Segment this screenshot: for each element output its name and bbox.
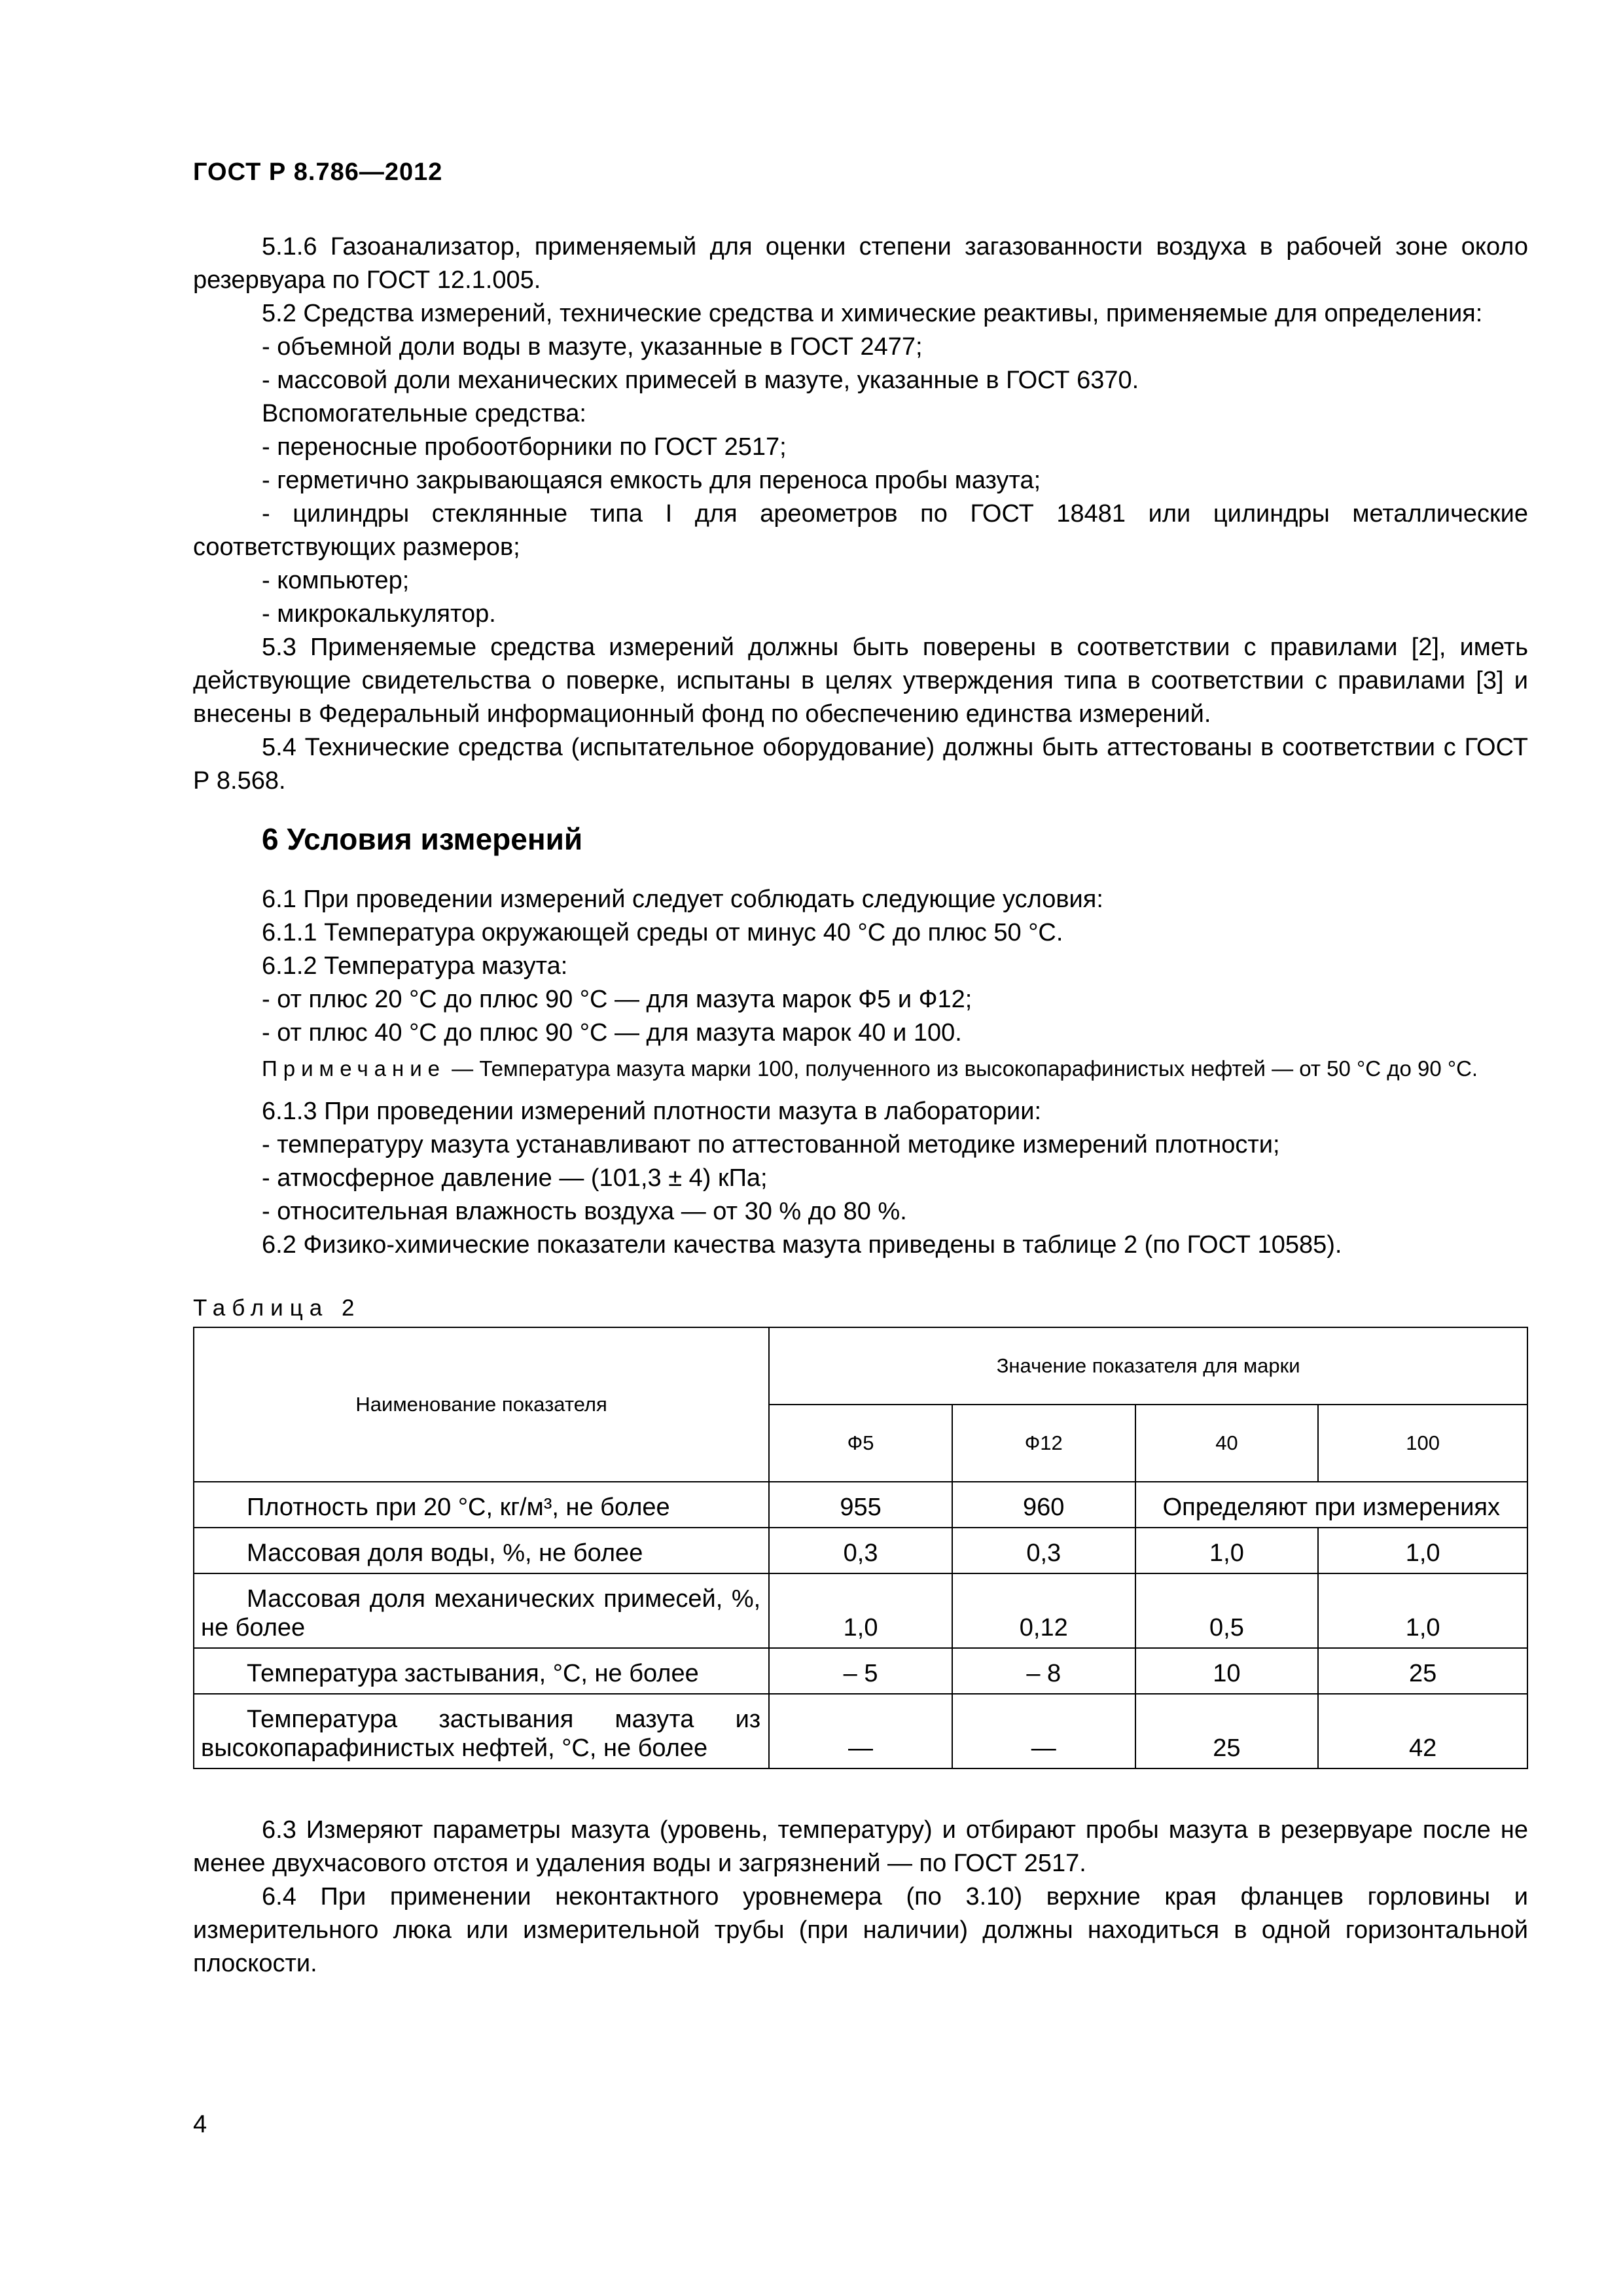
note (193, 1054, 1528, 1083)
note-label: Примечание (262, 1056, 446, 1081)
cell: – 5 (769, 1648, 952, 1694)
paragraph: Вспомогательные средства: (262, 400, 586, 427)
cell: 1,0 (1135, 1528, 1319, 1573)
list-item: - массовой доли механических примесей в мазуте, указанные в ГОСТ 6370. (262, 367, 1139, 394)
section-heading: 6 Условия измерений (262, 822, 583, 856)
list-item: - компьютер; (262, 567, 410, 594)
cell: — (769, 1694, 952, 1768)
paragraph: 6.1.2 Температура мазута: (262, 952, 568, 980)
cell: 25 (1318, 1648, 1527, 1694)
list-item: - герметично закрывающаяся емкость для переноса пробы мазута; (262, 467, 1041, 494)
list-item: - цилиндры стеклянные типа I для ареометров по ГОСТ 18481 или цилиндры металлические соответствующих размеров; (193, 500, 1528, 561)
list-item: - переносные пробоотборники по ГОСТ 2517; (262, 433, 787, 461)
paragraph: 6.1 При проведении измерений следует соблюдать следующие условия: (262, 886, 1103, 913)
cell: 955 (769, 1482, 952, 1528)
column-header-name: Наименование показателя (194, 1327, 769, 1482)
paragraph: 5.4 Технические средства (испытательное оборудование) должны быть аттестованы в соответствии с ГОСТ Р 8.568. (193, 734, 1528, 795)
list-item: - микрокалькулятор. (262, 600, 496, 628)
table-row (194, 1573, 1527, 1648)
page-number: 4 (193, 2111, 207, 2138)
cell: 0,3 (952, 1528, 1135, 1573)
table-row (194, 1694, 1527, 1768)
cell-merged: Определяют при измерениях (1135, 1482, 1527, 1528)
paragraph: 5.1.6 Газоанализатор, применяемый для оценки степени загазованности воздуха в рабочей зоне около резервуара по ГОСТ 12.1.005. (193, 233, 1528, 294)
table-row (194, 1482, 1527, 1528)
table-header-row (194, 1327, 1527, 1405)
column-header-mark: Ф12 (952, 1405, 1135, 1482)
cell: — (952, 1694, 1135, 1768)
table-row (194, 1648, 1527, 1694)
column-header-mark: 100 (1318, 1405, 1527, 1482)
properties-table (193, 1327, 1528, 1769)
row-name: Температура застывания мазута из высокопарафинистых нефтей, °С, не более (194, 1694, 769, 1768)
cell: – 8 (952, 1648, 1135, 1694)
list-item: - объемной доли воды в мазуте, указанные в ГОСТ 2477; (262, 333, 923, 361)
paragraph: 5.3 Применяемые средства измерений должны быть поверены в соответствии с правилами [2], иметь действующие свидетельства о поверке, испытаны в целях утверждения типа в соответствии с правилами [3] и внесены в Федеральный информационный фонд по обеспечению единства измерений. (193, 634, 1528, 728)
note-text: — Температура мазута марки 100, полученного из высокопарафинистых нефтей — от 50 °С до 90 °С. (446, 1056, 1478, 1081)
cell: 0,5 (1135, 1573, 1319, 1648)
cell: 1,0 (1318, 1573, 1527, 1648)
list-item: - относительная влажность воздуха — от 30 % до 80 %. (262, 1198, 907, 1225)
column-header-group: Значение показателя для марки (769, 1327, 1527, 1405)
paragraph: 6.4 При применении неконтактного уровнемера (по 3.10) верхние края фланцев горловины и измерительного люка или измерительной трубы (при наличии) должны находиться в одной горизонтальной плоскости. (193, 1883, 1528, 1977)
cell: 0,3 (769, 1528, 952, 1573)
column-header-mark: 40 (1135, 1405, 1319, 1482)
list-item: - от плюс 40 °С до плюс 90 °С — для мазута марок 40 и 100. (262, 1019, 962, 1047)
cell: 42 (1318, 1694, 1527, 1768)
cell: 960 (952, 1482, 1135, 1528)
paragraph: 6.2 Физико-химические показатели качества мазута приведены в таблице 2 (по ГОСТ 10585). (262, 1231, 1342, 1259)
row-name: Температура застывания, °С, не более (194, 1648, 769, 1694)
running-header: ГОСТ Р 8.786—2012 (193, 158, 443, 186)
list-item: - температуру мазута устанавливают по аттестованной методике измерений плотности; (262, 1131, 1280, 1158)
cell: 1,0 (769, 1573, 952, 1648)
row-name: Массовая доля воды, %, не более (194, 1528, 769, 1573)
page-content (193, 230, 1528, 1981)
column-header-mark: Ф5 (769, 1405, 952, 1482)
paragraph: 6.1.3 При проведении измерений плотности мазута в лаборатории: (262, 1098, 1042, 1125)
cell: 0,12 (952, 1573, 1135, 1648)
table-row (194, 1528, 1527, 1573)
paragraph: 5.2 Средства измерений, технические средства и химические реактивы, применяемые для определения: (262, 300, 1483, 327)
cell: 1,0 (1318, 1528, 1527, 1573)
paragraph: 6.3 Измеряют параметры мазута (уровень, температуру) и отбирают пробы мазута в резервуаре после не менее двухчасового отстоя и удаления воды и загрязнений — по ГОСТ 2517. (193, 1816, 1528, 1877)
cell: 10 (1135, 1648, 1319, 1694)
list-item: - от плюс 20 °С до плюс 90 °С — для мазута марок Ф5 и Ф12; (262, 986, 972, 1013)
table-caption: Таблица 2 (193, 1295, 361, 1321)
cell: 25 (1135, 1694, 1319, 1768)
row-name: Плотность при 20 °С, кг/м³, не более (194, 1482, 769, 1528)
list-item: - атмосферное давление — (101,3 ± 4) кПа; (262, 1164, 768, 1192)
row-name: Массовая доля механических примесей, %, не более (194, 1573, 769, 1648)
paragraph: 6.1.1 Температура окружающей среды от минус 40 °С до плюс 50 °С. (262, 919, 1063, 946)
